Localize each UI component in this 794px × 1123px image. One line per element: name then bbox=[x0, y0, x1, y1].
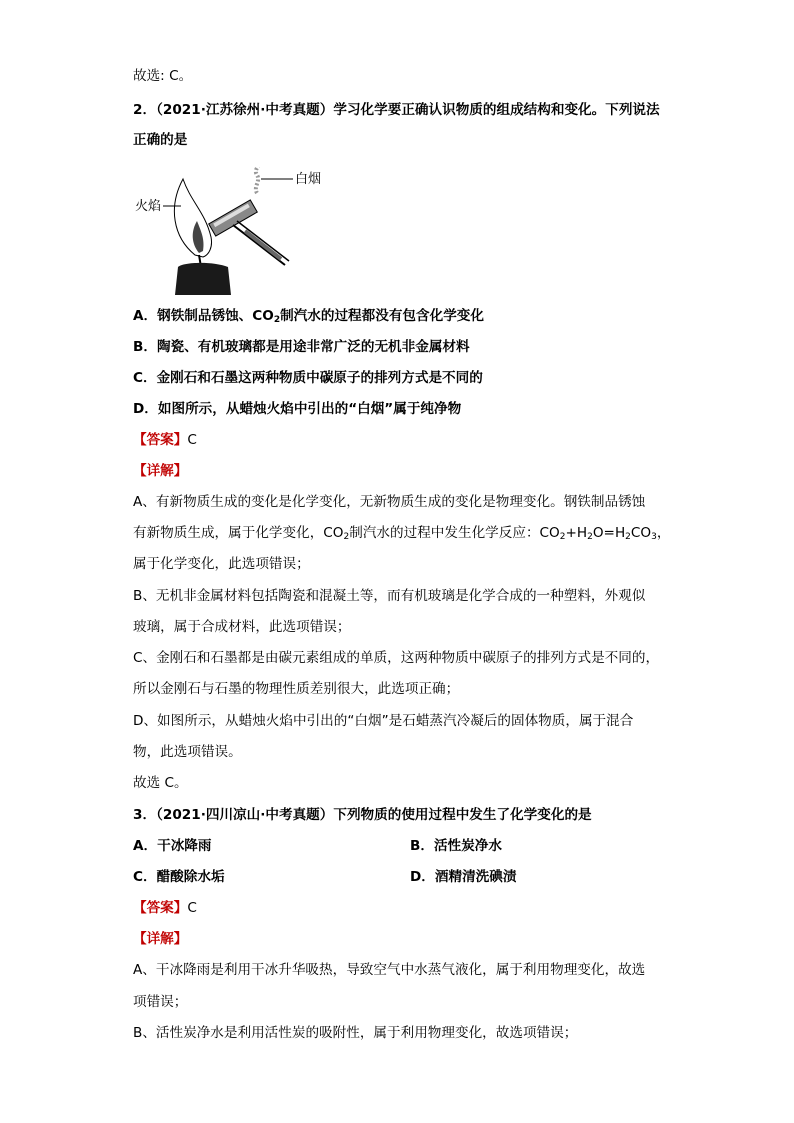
q3-detail-a1: A、干冰降雨是利用干冰升华吸热，导致空气中水蒸气液化，属于利用物理变化，故选 bbox=[133, 962, 646, 978]
q2-option-b: B．陶瓷、有机玻璃都是用途非常广泛的无机非金属材料 bbox=[133, 339, 470, 355]
answer-value: C bbox=[187, 900, 197, 916]
question-2-stem bbox=[133, 100, 660, 120]
q2-detail-a2: 有新物质生成，属于化学变化，$CO_2$制汽水的过程中发生化学反应：$CO_2+H_2O=H_2CO_3$， bbox=[133, 525, 671, 542]
white-smoke bbox=[256, 167, 259, 193]
flame-outline bbox=[174, 179, 211, 257]
q3-option-d: D．酒精清洗碘渍 bbox=[410, 869, 517, 885]
q2-detail-d2: 物，此选项错误。 bbox=[133, 744, 242, 760]
q2-conclusion: 故选 C。 bbox=[133, 775, 188, 791]
question-source: （2021·四川凉山·中考真题） bbox=[156, 807, 334, 823]
q2-detail-b2: 玻璃，属于合成材料，此选项错误； bbox=[133, 619, 351, 635]
q2-detail-c2: 所以金刚石与石墨的物理性质差别很大，此选项正确； bbox=[133, 681, 460, 697]
q2-option-a: A．钢铁制品锈蚀、$CO_2$制汽水的过程都没有包含化学变化 bbox=[133, 308, 484, 325]
q3-option-b: B．活性炭净水 bbox=[410, 838, 502, 854]
question-text: 下列物质的使用过程中发生了化学变化的是 bbox=[333, 807, 592, 823]
q3-detail-label: 【详解】 bbox=[133, 931, 188, 947]
question-number: 2． bbox=[133, 102, 157, 118]
q2-detail-label: 【详解】 bbox=[133, 463, 188, 479]
previous-conclusion: 故选: C。 bbox=[133, 68, 193, 84]
tweezers bbox=[233, 221, 289, 265]
label-flame: 火焰 bbox=[135, 199, 162, 214]
q2-detail-a1: A、有新物质生成的变化是化学变化，无新物质生成的变化是物理变化。钢铁制品锈蚀 bbox=[133, 494, 646, 510]
q3-answer bbox=[133, 898, 197, 918]
q2-detail-a3: 属于化学变化，此选项错误； bbox=[133, 556, 310, 572]
answer-label: 【答案】 bbox=[133, 900, 188, 916]
q2-detail-c1: C、金刚石和石墨都是由碳元素组成的单质，这两种物质中碳原子的排列方式是不同的， bbox=[133, 650, 660, 666]
q2-option-c: C．金刚石和石墨这两种物质中碳原子的排列方式是不同的 bbox=[133, 370, 483, 386]
q2-detail-d1: D、如图所示，从蜡烛火焰中引出的“白烟”是石蜡蒸汽冷凝后的固体物质，属于混合 bbox=[133, 713, 634, 729]
q2-answer bbox=[133, 430, 197, 450]
question-2-stem-cont: 正确的是 bbox=[133, 132, 188, 148]
candle-body bbox=[175, 263, 231, 295]
label-smoke: 白烟 bbox=[295, 172, 322, 187]
question-3-stem bbox=[133, 805, 592, 825]
q3-detail-a2: 项错误； bbox=[133, 994, 188, 1010]
answer-value: C bbox=[187, 432, 197, 448]
q3-option-c: C．醋酸除水垢 bbox=[133, 869, 225, 885]
candle-smoke-figure bbox=[133, 167, 333, 297]
inner-flame bbox=[193, 221, 204, 253]
answer-label: 【答案】 bbox=[133, 432, 188, 448]
q2-detail-b1: B、无机非金属材料包括陶瓷和混凝土等，而有机玻璃是化学合成的一种塑料，外观似 bbox=[133, 588, 646, 604]
question-source: （2021·江苏徐州·中考真题） bbox=[156, 102, 334, 118]
question-number: 3． bbox=[133, 807, 157, 823]
q2-option-d: D．如图所示，从蜡烛火焰中引出的“白烟”属于纯净物 bbox=[133, 401, 462, 417]
question-text: 学习化学要正确认识物质的组成结构和变化。下列说法 bbox=[333, 102, 660, 118]
q3-option-a: A．干冰降雨 bbox=[133, 838, 212, 854]
q3-detail-b1: B、活性炭净水是利用活性炭的吸附性，属于利用物理变化，故选项错误； bbox=[133, 1025, 578, 1041]
